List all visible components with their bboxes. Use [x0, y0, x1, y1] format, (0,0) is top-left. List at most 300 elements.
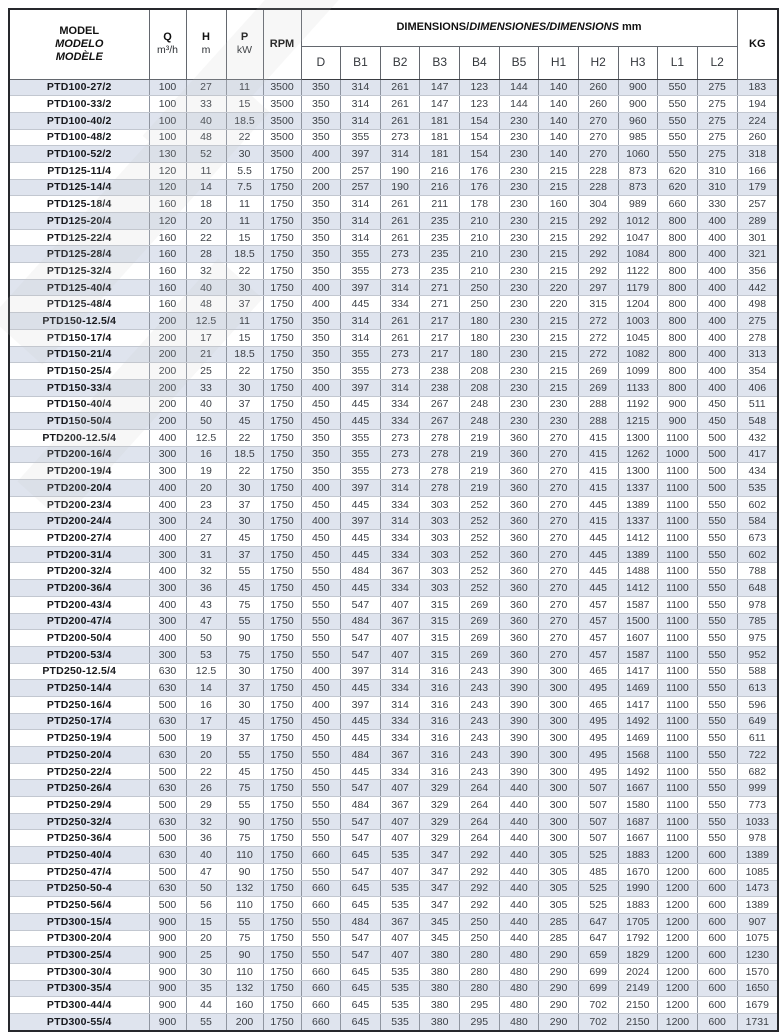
value-cell: 303 — [420, 530, 460, 547]
value-cell: 390 — [499, 747, 539, 764]
value-cell: 440 — [499, 813, 539, 830]
value-cell: 500 — [697, 463, 737, 480]
value-cell: 800 — [658, 329, 698, 346]
table-row — [9, 880, 778, 897]
table-row — [9, 546, 778, 563]
value-cell: 215 — [539, 329, 579, 346]
value-cell: 407 — [380, 863, 420, 880]
value-cell: 261 — [380, 96, 420, 113]
value-cell: 292 — [578, 263, 618, 280]
value-cell: 334 — [380, 580, 420, 597]
value-cell: 495 — [578, 763, 618, 780]
value-cell: 20 — [186, 747, 226, 764]
model-cell: PTD100-33/2 — [9, 96, 149, 113]
flow-column-header — [149, 9, 186, 79]
value-cell: 316 — [420, 680, 460, 697]
model-cell: PTD250-56/4 — [9, 897, 149, 914]
value-cell: 260 — [578, 79, 618, 96]
value-cell: 360 — [499, 530, 539, 547]
value-cell: 334 — [380, 763, 420, 780]
value-cell: 407 — [380, 830, 420, 847]
value-cell: 290 — [539, 997, 579, 1014]
value-cell: 350 — [301, 112, 341, 129]
value-cell: 480 — [499, 1014, 539, 1031]
table-row — [9, 580, 778, 597]
value-cell: 498 — [737, 296, 778, 313]
value-cell: 210 — [460, 229, 500, 246]
value-cell: 30 — [226, 379, 263, 396]
value-cell: 190 — [380, 162, 420, 179]
value-cell: 450 — [301, 546, 341, 563]
value-cell: 55 — [226, 563, 263, 580]
value-cell: 630 — [149, 713, 186, 730]
value-cell: 390 — [499, 763, 539, 780]
value-cell: 18.5 — [226, 346, 263, 363]
value-cell: 315 — [420, 646, 460, 663]
value-cell: 400 — [301, 296, 341, 313]
value-cell: 26 — [186, 780, 226, 797]
value-cell: 1750 — [263, 930, 301, 947]
value-cell: 1750 — [263, 213, 301, 230]
value-cell: 12.5 — [186, 429, 226, 446]
value-cell: 11 — [226, 79, 263, 96]
value-cell: 660 — [301, 1014, 341, 1031]
value-cell: 261 — [380, 196, 420, 213]
value-cell: 40 — [186, 112, 226, 129]
value-cell: 400 — [301, 513, 341, 530]
value-cell: 1412 — [618, 580, 658, 597]
value-cell: 500 — [149, 730, 186, 747]
value-cell: 1000 — [658, 446, 698, 463]
value-cell: 292 — [578, 213, 618, 230]
model-cell: PTD150-12.5/4 — [9, 313, 149, 330]
model-cell: PTD250-50-4 — [9, 880, 149, 897]
value-cell: 400 — [301, 663, 341, 680]
model-header-fr: MODÈLE — [55, 50, 103, 63]
value-cell: 288 — [578, 396, 618, 413]
value-cell: 270 — [539, 513, 579, 530]
model-cell: PTD200-24/4 — [9, 513, 149, 530]
value-cell: 110 — [226, 963, 263, 980]
value-cell: 500 — [149, 863, 186, 880]
table-row — [9, 947, 778, 964]
value-cell: 360 — [499, 429, 539, 446]
table-row — [9, 613, 778, 630]
value-cell: 278 — [737, 329, 778, 346]
value-cell: 495 — [578, 680, 618, 697]
value-cell: 450 — [301, 713, 341, 730]
value-cell: 300 — [149, 580, 186, 597]
value-cell: 445 — [578, 563, 618, 580]
value-cell: 445 — [341, 530, 381, 547]
value-cell: 316 — [420, 696, 460, 713]
value-cell: 300 — [149, 646, 186, 663]
value-cell: 316 — [420, 730, 460, 747]
value-cell: 292 — [460, 897, 500, 914]
value-cell: 160 — [226, 997, 263, 1014]
value-cell: 900 — [149, 1014, 186, 1031]
head-column-header — [186, 9, 226, 79]
value-cell: 290 — [539, 1014, 579, 1031]
value-cell: 271 — [420, 279, 460, 296]
dim-col-b5: B5 — [499, 46, 539, 79]
value-cell: 630 — [149, 680, 186, 697]
value-cell: 400 — [301, 279, 341, 296]
value-cell: 260 — [737, 129, 778, 146]
value-cell: 181 — [420, 146, 460, 163]
value-cell: 15 — [226, 96, 263, 113]
value-cell: 330 — [697, 196, 737, 213]
value-cell: 275 — [697, 79, 737, 96]
value-cell: 5.5 — [226, 162, 263, 179]
value-cell: 219 — [460, 446, 500, 463]
value-cell: 45 — [226, 763, 263, 780]
value-cell: 30 — [186, 963, 226, 980]
value-cell: 230 — [539, 396, 579, 413]
value-cell: 400 — [301, 480, 341, 497]
value-cell: 181 — [420, 129, 460, 146]
value-cell: 649 — [737, 713, 778, 730]
value-cell: 407 — [380, 630, 420, 647]
table-row — [9, 112, 778, 129]
value-cell: 660 — [301, 980, 341, 997]
value-cell: 243 — [460, 696, 500, 713]
value-cell: 347 — [420, 897, 460, 914]
value-cell: 407 — [380, 930, 420, 947]
value-cell: 300 — [539, 730, 579, 747]
value-cell: 400 — [697, 213, 737, 230]
value-cell: 500 — [149, 797, 186, 814]
value-cell: 1650 — [737, 980, 778, 997]
value-cell: 300 — [149, 546, 186, 563]
table-row — [9, 313, 778, 330]
value-cell: 1473 — [737, 880, 778, 897]
value-cell: 1100 — [658, 747, 698, 764]
value-cell: 507 — [578, 797, 618, 814]
value-cell: 450 — [301, 763, 341, 780]
value-cell: 550 — [697, 763, 737, 780]
value-cell: 397 — [341, 379, 381, 396]
value-cell: 600 — [697, 980, 737, 997]
value-cell: 445 — [578, 580, 618, 597]
table-row — [9, 630, 778, 647]
model-cell: PTD250-14/4 — [9, 680, 149, 697]
value-cell: 270 — [539, 596, 579, 613]
value-cell: 44 — [186, 997, 226, 1014]
value-cell: 350 — [301, 246, 341, 263]
value-cell: 132 — [226, 880, 263, 897]
table-row — [9, 980, 778, 997]
value-cell: 16 — [186, 446, 226, 463]
value-cell: 154 — [460, 129, 500, 146]
value-cell: 550 — [301, 646, 341, 663]
value-cell: 645 — [341, 997, 381, 1014]
value-cell: 484 — [341, 913, 381, 930]
value-cell: 292 — [460, 863, 500, 880]
value-cell: 480 — [499, 997, 539, 1014]
value-cell: 350 — [301, 346, 341, 363]
value-cell: 230 — [499, 179, 539, 196]
model-cell: PTD100-52/2 — [9, 146, 149, 163]
dim-col-l2: L2 — [697, 46, 737, 79]
value-cell: 1750 — [263, 646, 301, 663]
value-cell: 1492 — [618, 763, 658, 780]
table-row — [9, 229, 778, 246]
value-cell: 238 — [420, 363, 460, 380]
table-row — [9, 847, 778, 864]
value-cell: 407 — [380, 813, 420, 830]
value-cell: 1750 — [263, 246, 301, 263]
value-cell: 22 — [226, 263, 263, 280]
value-cell: 32 — [186, 263, 226, 280]
value-cell: 230 — [499, 379, 539, 396]
value-cell: 1667 — [618, 780, 658, 797]
value-cell: 305 — [539, 863, 579, 880]
value-cell: 1750 — [263, 730, 301, 747]
value-cell: 1750 — [263, 1014, 301, 1031]
value-cell: 1003 — [618, 313, 658, 330]
value-cell: 1075 — [737, 930, 778, 947]
value-cell: 250 — [460, 296, 500, 313]
value-cell: 360 — [499, 546, 539, 563]
value-cell: 400 — [697, 313, 737, 330]
value-cell: 271 — [420, 296, 460, 313]
value-cell: 264 — [460, 830, 500, 847]
value-cell: 360 — [499, 513, 539, 530]
model-cell: PTD150-40/4 — [9, 396, 149, 413]
value-cell: 160 — [149, 246, 186, 263]
value-cell: 1200 — [658, 930, 698, 947]
value-cell: 1215 — [618, 413, 658, 430]
value-cell: 48 — [186, 129, 226, 146]
value-cell: 120 — [149, 162, 186, 179]
value-cell: 1100 — [658, 680, 698, 697]
value-cell: 415 — [578, 513, 618, 530]
value-cell: 23 — [186, 496, 226, 513]
value-cell: 480 — [499, 947, 539, 964]
value-cell: 18.5 — [226, 112, 263, 129]
value-cell: 550 — [301, 947, 341, 964]
value-cell: 215 — [539, 379, 579, 396]
value-cell: 1750 — [263, 296, 301, 313]
value-cell: 11 — [186, 162, 226, 179]
value-cell: 300 — [539, 780, 579, 797]
value-cell: 18.5 — [226, 446, 263, 463]
value-cell: 160 — [149, 263, 186, 280]
value-cell: 210 — [460, 246, 500, 263]
value-cell: 30 — [226, 663, 263, 680]
power-unit: kW — [236, 44, 253, 57]
value-cell: 75 — [226, 646, 263, 663]
value-cell: 1570 — [737, 963, 778, 980]
value-cell: 347 — [420, 880, 460, 897]
value-cell: 550 — [697, 797, 737, 814]
value-cell: 7.5 — [226, 179, 263, 196]
model-cell: PTD200-19/4 — [9, 463, 149, 480]
table-header — [9, 9, 778, 79]
value-cell: 355 — [341, 363, 381, 380]
value-cell: 800 — [658, 379, 698, 396]
value-cell: 314 — [380, 480, 420, 497]
value-cell: 397 — [341, 279, 381, 296]
value-cell: 1990 — [618, 880, 658, 897]
value-cell: 550 — [301, 830, 341, 847]
value-cell: 350 — [301, 79, 341, 96]
value-cell: 1492 — [618, 713, 658, 730]
flow-label: Q — [163, 31, 172, 44]
value-cell: 315 — [420, 613, 460, 630]
value-cell: 243 — [460, 730, 500, 747]
value-cell: 645 — [341, 963, 381, 980]
value-cell: 257 — [341, 162, 381, 179]
value-cell: 130 — [149, 146, 186, 163]
value-cell: 400 — [149, 563, 186, 580]
model-cell: PTD200-20/4 — [9, 480, 149, 497]
value-cell: 584 — [737, 513, 778, 530]
value-cell: 535 — [380, 997, 420, 1014]
value-cell: 1099 — [618, 363, 658, 380]
value-cell: 380 — [420, 963, 460, 980]
value-cell: 550 — [658, 112, 698, 129]
weight-column-header: KG — [737, 9, 778, 79]
table-row — [9, 429, 778, 446]
value-cell: 1750 — [263, 780, 301, 797]
value-cell: 261 — [380, 213, 420, 230]
table-row — [9, 563, 778, 580]
value-cell: 400 — [697, 279, 737, 296]
value-cell: 208 — [460, 379, 500, 396]
value-cell: 292 — [578, 229, 618, 246]
value-cell: 550 — [697, 747, 737, 764]
value-cell: 978 — [737, 596, 778, 613]
table-row — [9, 646, 778, 663]
value-cell: 334 — [380, 296, 420, 313]
value-cell: 314 — [341, 196, 381, 213]
value-cell: 350 — [301, 129, 341, 146]
table-row — [9, 446, 778, 463]
value-cell: 230 — [499, 162, 539, 179]
value-cell: 440 — [499, 880, 539, 897]
value-cell: 495 — [578, 713, 618, 730]
value-cell: 400 — [149, 480, 186, 497]
value-cell: 347 — [420, 863, 460, 880]
value-cell: 500 — [697, 480, 737, 497]
value-cell: 45 — [226, 413, 263, 430]
table-row — [9, 730, 778, 747]
value-cell: 230 — [499, 129, 539, 146]
value-cell: 350 — [301, 96, 341, 113]
value-cell: 314 — [380, 146, 420, 163]
model-cell: PTD300-30/4 — [9, 963, 149, 980]
value-cell: 230 — [539, 413, 579, 430]
value-cell: 1262 — [618, 446, 658, 463]
value-cell: 300 — [539, 747, 579, 764]
value-cell: 457 — [578, 646, 618, 663]
value-cell: 1033 — [737, 813, 778, 830]
value-cell: 40 — [186, 847, 226, 864]
value-cell: 1469 — [618, 730, 658, 747]
model-cell: PTD200-23/4 — [9, 496, 149, 513]
value-cell: 12.5 — [186, 663, 226, 680]
value-cell: 360 — [499, 580, 539, 597]
value-cell: 334 — [380, 530, 420, 547]
value-cell: 50 — [186, 630, 226, 647]
value-cell: 314 — [380, 696, 420, 713]
value-cell: 230 — [499, 396, 539, 413]
table-row — [9, 680, 778, 697]
value-cell: 350 — [301, 429, 341, 446]
value-cell: 900 — [658, 396, 698, 413]
value-cell: 269 — [578, 379, 618, 396]
model-cell: PTD250-40/4 — [9, 847, 149, 864]
table-row — [9, 79, 778, 96]
value-cell: 180 — [460, 329, 500, 346]
value-cell: 445 — [341, 396, 381, 413]
value-cell: 280 — [460, 963, 500, 980]
value-cell: 550 — [301, 913, 341, 930]
value-cell: 257 — [737, 196, 778, 213]
value-cell: 11 — [226, 213, 263, 230]
value-cell: 275 — [737, 313, 778, 330]
value-cell: 484 — [341, 797, 381, 814]
model-cell: PTD100-27/2 — [9, 79, 149, 96]
table-row — [9, 413, 778, 430]
value-cell: 270 — [539, 613, 579, 630]
value-cell: 415 — [578, 429, 618, 446]
value-cell: 18 — [186, 196, 226, 213]
table-row — [9, 997, 778, 1014]
value-cell: 600 — [697, 930, 737, 947]
value-cell: 1100 — [658, 763, 698, 780]
value-cell: 484 — [341, 747, 381, 764]
value-cell: 273 — [380, 263, 420, 280]
value-cell: 480 — [499, 963, 539, 980]
table-row — [9, 213, 778, 230]
value-cell: 300 — [539, 680, 579, 697]
value-cell: 1883 — [618, 847, 658, 864]
value-cell: 179 — [737, 179, 778, 196]
value-cell: 140 — [539, 146, 579, 163]
value-cell: 22 — [226, 129, 263, 146]
value-cell: 27 — [186, 79, 226, 96]
value-cell: 355 — [341, 429, 381, 446]
value-cell: 1389 — [737, 847, 778, 864]
table-row — [9, 696, 778, 713]
value-cell: 507 — [578, 780, 618, 797]
value-cell: 450 — [301, 680, 341, 697]
value-cell: 215 — [539, 179, 579, 196]
value-cell: 660 — [301, 847, 341, 864]
value-cell: 550 — [697, 596, 737, 613]
value-cell: 350 — [301, 196, 341, 213]
value-cell: 360 — [499, 596, 539, 613]
value-cell: 1568 — [618, 747, 658, 764]
value-cell: 160 — [149, 196, 186, 213]
value-cell: 630 — [149, 813, 186, 830]
value-cell: 1750 — [263, 997, 301, 1014]
value-cell: 36 — [186, 830, 226, 847]
value-cell: 315 — [420, 596, 460, 613]
value-cell: 495 — [578, 730, 618, 747]
value-cell: 550 — [697, 830, 737, 847]
value-cell: 1750 — [263, 196, 301, 213]
value-cell: 100 — [149, 96, 186, 113]
table-row — [9, 379, 778, 396]
value-cell: 1012 — [618, 213, 658, 230]
value-cell: 235 — [420, 213, 460, 230]
value-cell: 292 — [578, 246, 618, 263]
value-cell: 620 — [658, 179, 698, 196]
